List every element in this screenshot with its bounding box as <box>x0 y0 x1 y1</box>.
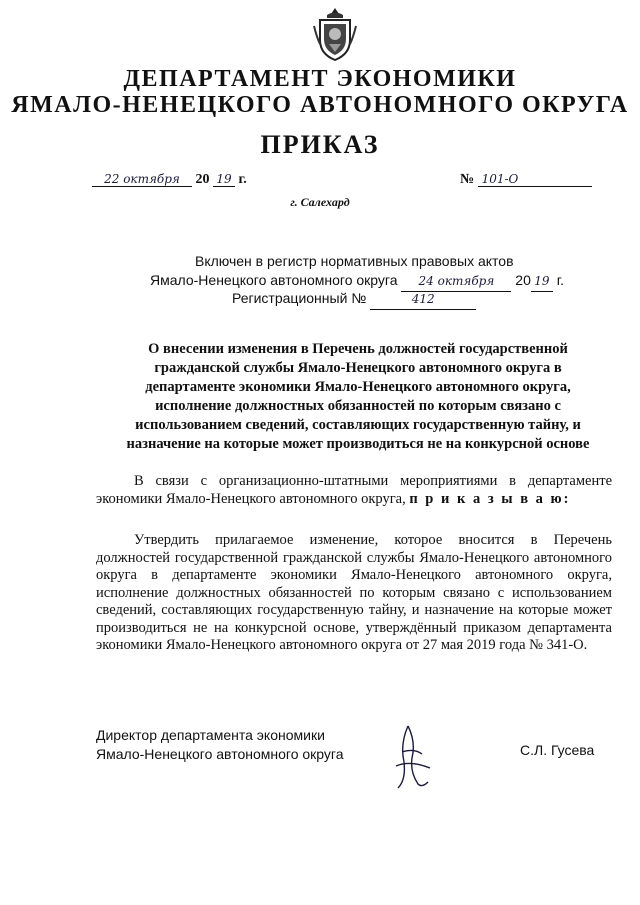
department-name-line1: ДЕПАРТАМЕНТ ЭКОНОМИКИ <box>123 66 517 92</box>
registration-number-handwritten: 412 <box>370 290 476 310</box>
order-number-handwritten: 101-О <box>478 172 592 187</box>
order-year-suffix: г. <box>238 172 247 187</box>
command-word: п р и к а з ы в а ю: <box>409 490 571 507</box>
handwritten-signature-icon <box>388 722 436 792</box>
order-year-prefix: 20 <box>195 172 210 187</box>
signatory-position-line2: Ямало-Ненецкого автономного округа <box>96 746 344 762</box>
order-number <box>460 172 592 188</box>
registration-year-handwritten: 19 <box>531 272 553 292</box>
signatory-position <box>96 726 344 764</box>
body-paragraph-1-text: В связи с организационно-штатными мероприятиями в департаменте экономики Ямало-Ненецкого автономного округа, <box>96 473 612 507</box>
order-year-handwritten: 19 <box>213 172 235 187</box>
body-paragraph-1 <box>96 473 612 508</box>
order-number-label: № <box>460 172 475 187</box>
registration-line1: Включен в регистр нормативных правовых актов <box>195 253 514 269</box>
registration-line3 <box>232 289 476 310</box>
signatory-position-line1: Директор департамента экономики <box>96 727 325 743</box>
order-heading: О внесении изменения в Перечень должностей государственной гражданской службы Ямало-Ненецкого автономного округа в департаменте экономики Ямало-Ненецкого автономного округа, исполнение должностных обязанностей по которым связано с использованием сведений, составляющих государственную тайну, и назначение на которые может производиться не на конкурсной основе <box>126 341 590 452</box>
registration-year-prefix: 20 <box>515 272 531 288</box>
registration-okrug: Ямало-Ненецкого автономного округа <box>150 272 398 288</box>
city-name: г. Салехард <box>290 195 350 209</box>
department-name-line2: ЯМАЛО-НЕНЕЦКОГО АВТОНОМНОГО ОКРУГА <box>11 92 629 118</box>
signatory-name: С.Л. Гусева <box>520 742 595 758</box>
registration-year-suffix: г. <box>556 272 565 288</box>
registration-number-label: Регистрационный № <box>232 290 367 306</box>
registration-date-handwritten: 24 октября <box>401 272 511 292</box>
coat-of-arms-icon <box>312 6 358 62</box>
body-paragraph-2: Утвердить прилагаемое изменение, которое вносится в Перечень должностей государственной гражданской службы Ямало-Ненецкого автономного округа в департаменте экономики Ямало-Ненецкого автономного округа, исполнение должностных обязанностей по которым связано с использованием сведений, составляющих государственную тайну, и назначение на которые может производиться не на конкурсной основе, утверждённый приказом департамента экономики Ямало-Ненецкого автономного округа от 27 мая 2019 года № 341-О. <box>96 532 612 653</box>
order-date-handwritten: 22 октября <box>92 172 192 187</box>
document-type-title: ПРИКАЗ <box>260 130 380 159</box>
order-date <box>92 172 247 188</box>
